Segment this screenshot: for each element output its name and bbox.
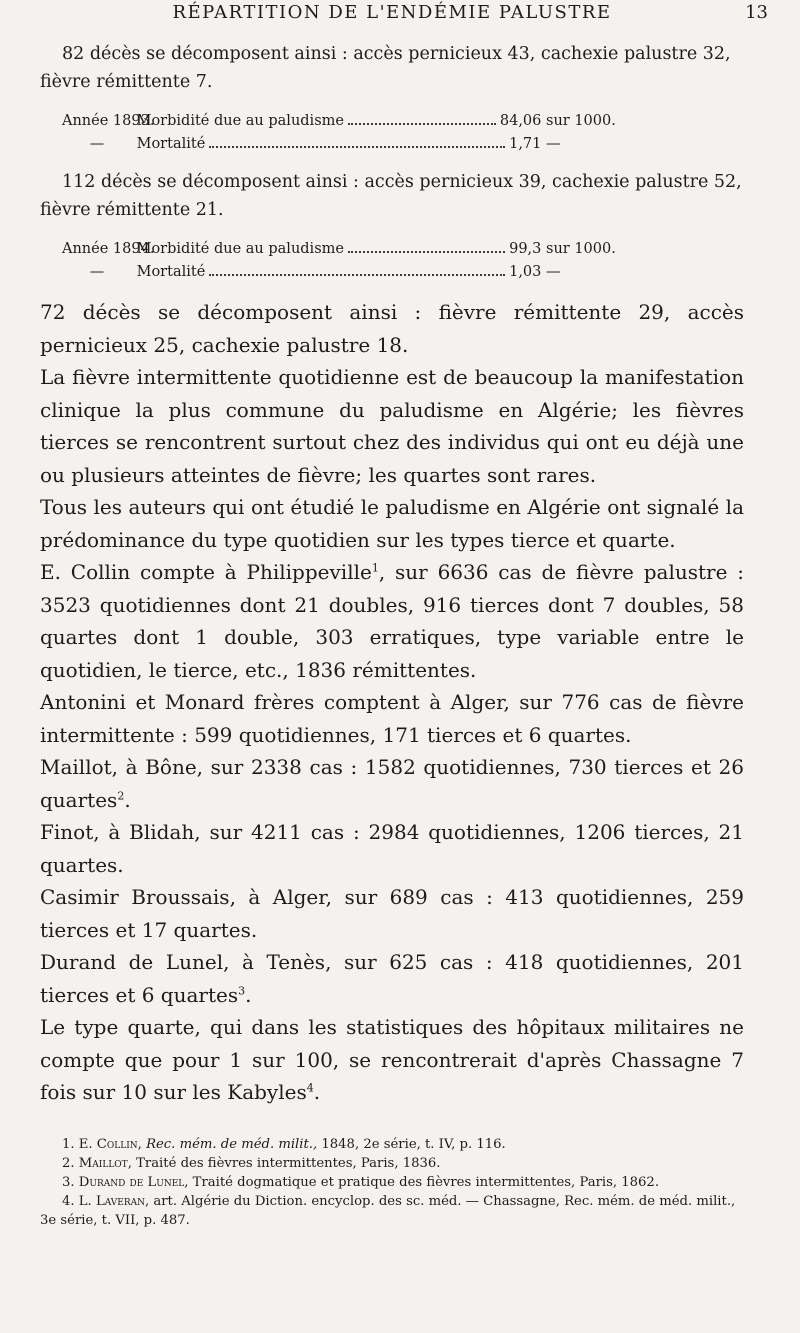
- stat-row-mortality-1893: [62, 133, 622, 156]
- leader-dots: [209, 146, 505, 148]
- stat-year: Année 1894.: [62, 241, 155, 257]
- paragraph: Tous les auteurs qui ont étudié le paludisme en Algérie ont signalé la prédominance du type quotidien sur les types tierce et quarte.: [40, 495, 744, 552]
- stat-unit: —: [546, 136, 561, 152]
- stat-row-morbidity-1894: [62, 238, 622, 261]
- stat-dash: —: [89, 136, 105, 152]
- stat-unit: sur 1000.: [546, 113, 616, 129]
- footnote: 1. E. Collin, Rec. mém. de méd. milit., 1848, 2e série, t. IV, p. 116.: [62, 1136, 506, 1152]
- leader-dots: [348, 251, 505, 253]
- paragraph-1894-deaths: 112 décès se décomposent ainsi : accès pernicieux 39, cachexie palustre 52, fièvre rémittente 21.: [40, 172, 742, 220]
- running-head: [40, 0, 768, 40]
- paragraph-1893-deaths: 82 décès se décomposent ainsi : accès pernicieux 43, cachexie palustre 32, fièvre rémittente 7.: [40, 44, 731, 92]
- paragraph: Antonini et Monard frères comptent à Alger, sur 776 cas de fièvre intermittente : 599 quotidiennes, 171 tierces et 6 quartes.: [40, 690, 744, 747]
- stat-dash: —: [89, 264, 105, 280]
- footnote-ref: 1: [371, 561, 379, 575]
- paragraph: Finot, à Blidah, sur 4211 cas : 2984 quotidiennes, 1206 tierces, 21 quartes.: [40, 820, 744, 877]
- body-text: [40, 296, 744, 1109]
- paragraph: E. Collin compte à Philippeville$^1$, sur 6636 cas de fièvre palustre : 3523 quotidiennes dont 21 doubles, 916 tierces dont 7 doubles, 58 quartes dont 1 double, 303 erratiques, type variable entre le quotidien, le tierce, etc., 1836 rémittentes.: [40, 560, 744, 682]
- stat-label: Mortalité: [136, 136, 206, 152]
- stat-label: Mortalité: [136, 264, 206, 280]
- stat-year: Année 1893.: [62, 113, 155, 129]
- paragraph: Casimir Broussais, à Alger, sur 689 cas : 413 quotidiennes, 259 tierces et 17 quartes.: [40, 885, 744, 942]
- stat-value: 1,03: [509, 264, 542, 280]
- running-head-title: RÉPARTITION DE L'ENDÉMIE PALUSTRE: [172, 2, 612, 23]
- leader-dots: [209, 274, 505, 276]
- footnote-ref: 3: [238, 983, 246, 997]
- footnote: 3. Durand de Lunel, Traité dogmatique et pratique des fièvres intermittentes, Paris, 1862.: [62, 1174, 660, 1190]
- footnote-ref: 2: [117, 788, 125, 802]
- stat-label: Morbidité due au paludisme: [136, 113, 344, 129]
- footnotes: [40, 1135, 744, 1230]
- stats-1893: [62, 110, 744, 156]
- paragraph: Maillot, à Bône, sur 2338 cas : 1582 quotidiennes, 730 tierces et 26 quartes$^2$.: [40, 755, 744, 812]
- stat-value: 99,3: [509, 241, 542, 257]
- stat-unit: sur 1000.: [546, 241, 616, 257]
- stats-1894: [62, 238, 744, 284]
- paragraph: Le type quarte, qui dans les statistiques des hôpitaux militaires ne compte que pour 1 sur 100, se rencontrerait d'après Chassagne 7 fois sur 10 sur les Kabyles$^4$.: [40, 1015, 744, 1104]
- paragraph: La fièvre intermittente quotidienne est de beaucoup la manifestation clinique la plus commune du paludisme en Algérie; les fièvres tierces se rencontrent surtout chez des individus qui ont eu déjà une ou plusieurs atteintes de fièvre; les quartes sont rares.: [40, 365, 744, 487]
- stat-row-morbidity-1893: [62, 110, 622, 133]
- leader-dots: [348, 123, 496, 125]
- stat-label: Morbidité due au paludisme: [136, 241, 344, 257]
- stat-value: 1,71: [509, 136, 542, 152]
- footnote: 4. L. Laveran, art. Algérie du Diction. encyclop. des sc. méd. — Chassagne, Rec. mém. de méd. milit., 3e série, t. VII, p. 487.: [40, 1193, 736, 1228]
- paragraph: 72 décès se décomposent ainsi : fièvre rémittente 29, accès pernicieux 25, cachexie palustre 18.: [40, 300, 744, 357]
- page-number: 13: [745, 2, 768, 23]
- stat-unit: —: [546, 264, 561, 280]
- footnote: 2. Maillot, Traité des fièvres intermittentes, Paris, 1836.: [62, 1155, 441, 1171]
- stat-value: 84,06: [499, 113, 542, 129]
- stat-row-mortality-1894: [62, 261, 622, 284]
- paragraph: Durand de Lunel, à Tenès, sur 625 cas : 418 quotidiennes, 201 tierces et 6 quartes$^3$.: [40, 950, 744, 1007]
- footnote-ref: 4: [306, 1081, 314, 1095]
